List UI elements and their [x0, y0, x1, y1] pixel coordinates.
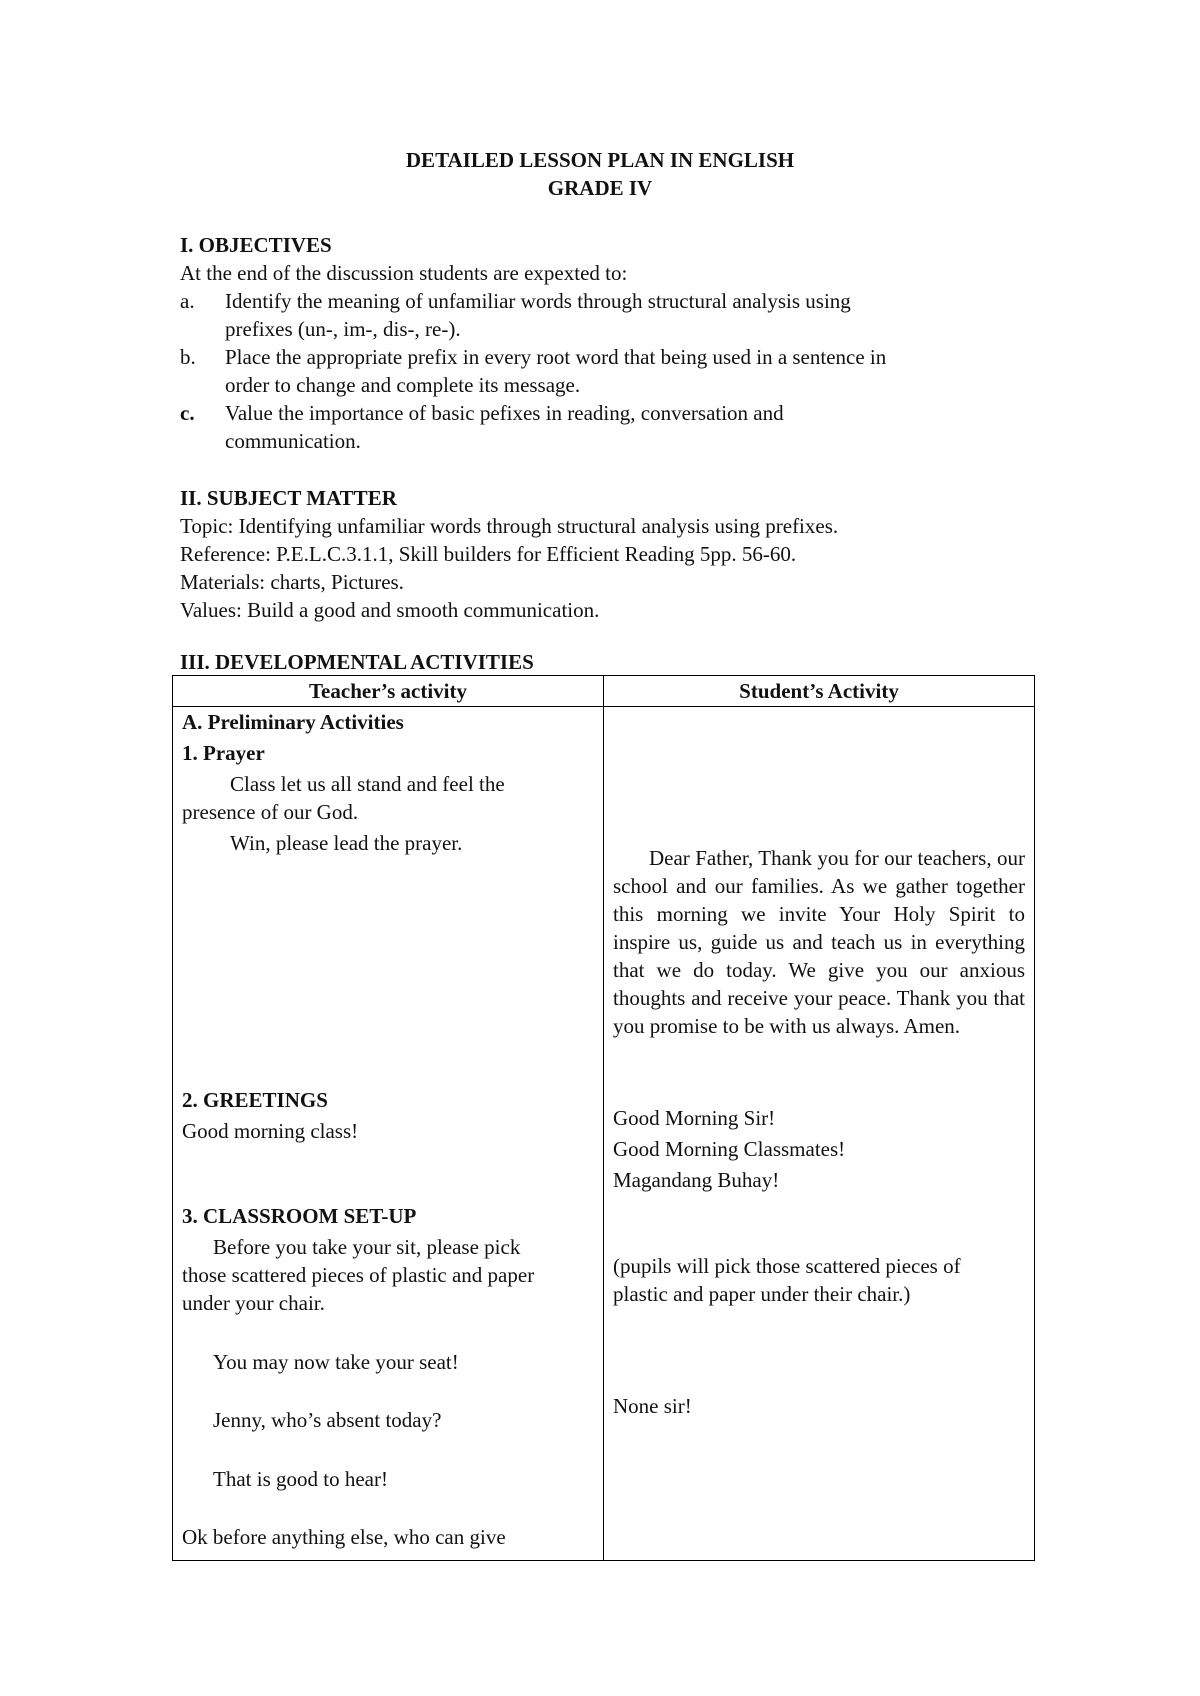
student-column-header: Student’s Activity [739, 679, 899, 703]
teacher-setup-line1: Before you take your sit, please pick [213, 1235, 521, 1259]
teacher-greeting: Good morning class! [182, 1119, 359, 1143]
student-setup-line1: (pupils will pick those scattered pieces of [613, 1254, 961, 1278]
teacher-column-header: Teacher’s activity [308, 679, 468, 703]
teacher-good-to-hear: That is good to hear! [213, 1467, 388, 1491]
subject-matter-heading: II. SUBJECT MATTER [180, 486, 397, 510]
activities-table [172, 675, 1035, 1561]
objective-b-line1: Place the appropriate prefix in every root word that being used in a sentence in [225, 345, 887, 369]
objective-a-line1: Identify the meaning of unfamiliar words through structural analysis using [225, 289, 851, 313]
activities-heading: III. DEVELOPMENTAL ACTIVITIES [180, 650, 534, 674]
teacher-before-anything: Ok before anything else, who can give [182, 1525, 506, 1549]
teacher-prayer-line1: Class let us all stand and feel the [230, 772, 505, 796]
document-title: DETAILED LESSON PLAN IN ENGLISH [405, 148, 795, 172]
objective-c-line1: Value the importance of basic pefixes in reading, conversation and [225, 401, 784, 425]
objectives-intro: At the end of the discussion students are expexted to: [180, 261, 628, 285]
teacher-take-seat: You may now take your seat! [213, 1350, 459, 1374]
objective-a-letter: a. [180, 289, 195, 313]
column-divider [603, 676, 604, 1560]
student-greeting-2: Good Morning Classmates! [613, 1137, 846, 1161]
objective-b-letter: b. [180, 345, 196, 369]
preliminary-activities-heading: A. Preliminary Activities [182, 710, 404, 734]
header-divider [173, 706, 1034, 707]
teacher-prayer-lead: Win, please lead the prayer. [230, 831, 463, 855]
subject-reference: Reference: P.E.L.C.3.1.1, Skill builders for Efficient Reading 5pp. 56-60. [180, 542, 797, 566]
subject-values: Values: Build a good and smooth communication. [180, 598, 600, 622]
objective-c-letter: c. [180, 401, 195, 425]
subject-materials: Materials: charts, Pictures. [180, 570, 404, 594]
objective-b-line2: order to change and complete its message. [225, 373, 581, 397]
objective-a-line2: prefixes (un-, im-, dis-, re-). [225, 317, 461, 341]
student-prayer: Dear Father, Thank you for our teachers, our school and our families. As we gather together this morning we invite Your Holy Spirit to inspire us, guide us and teach us in everything that we do today. We give you our anxious thoughts and receive your peace. Thank you that you promise to be with us always. Amen. [613, 846, 1025, 1038]
subject-topic: Topic: Identifying unfamiliar words through structural analysis using prefixes. [180, 514, 839, 538]
student-setup-line2: plastic and paper under their chair.) [613, 1282, 911, 1306]
prayer-heading: 1. Prayer [182, 741, 265, 765]
classroom-setup-heading: 3. CLASSROOM SET-UP [182, 1204, 417, 1228]
teacher-absent-question: Jenny, who’s absent today? [213, 1408, 442, 1432]
objective-c-line2: communication. [225, 429, 361, 453]
teacher-setup-line3: under your chair. [182, 1291, 325, 1315]
student-greeting-3: Magandang Buhay! [613, 1168, 780, 1192]
student-absent-answer: None sir! [613, 1394, 692, 1418]
objectives-heading: I. OBJECTIVES [180, 233, 332, 257]
grade-label: GRADE IV [547, 176, 653, 200]
teacher-prayer-line2: presence of our God. [182, 800, 359, 824]
student-greeting-1: Good Morning Sir! [613, 1106, 776, 1130]
greetings-heading: 2. GREETINGS [182, 1088, 328, 1112]
teacher-setup-line2: those scattered pieces of plastic and paper [182, 1263, 535, 1287]
